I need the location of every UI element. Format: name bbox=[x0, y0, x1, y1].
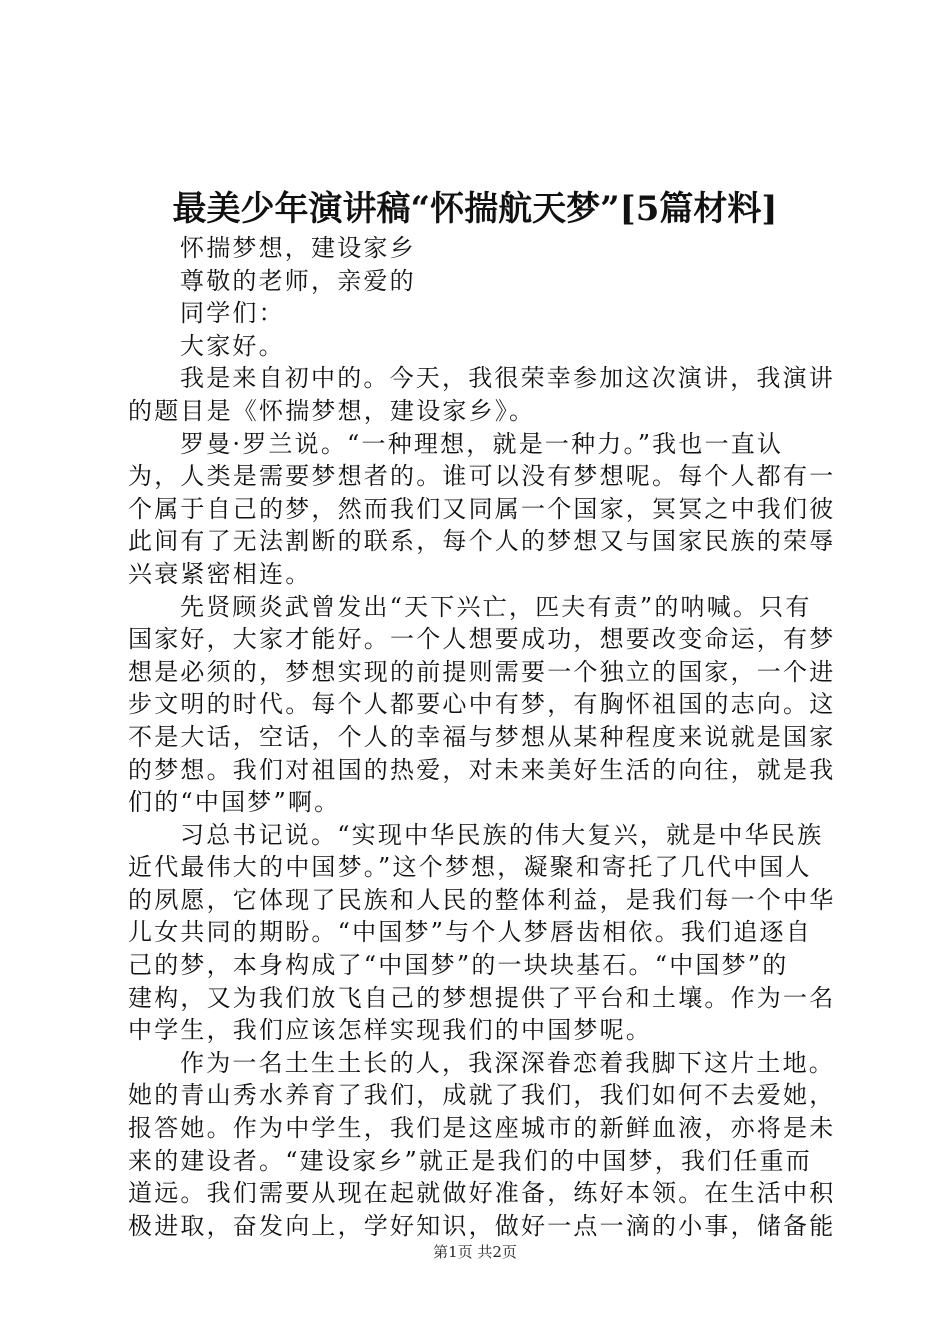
text-line: 极进取，奋发向上，学好知识，做好一点一滴的小事，储备能 bbox=[128, 1211, 836, 1240]
text-line: 们的“中国梦”啊。 bbox=[128, 788, 341, 817]
text-line: 尊敬的老师，亲爱的 bbox=[180, 266, 416, 295]
page-footer: 第1页 共2页 bbox=[433, 1243, 517, 1261]
text-line: 个属于自己的梦，然而我们又同属一个国家，冥冥之中我们彼 bbox=[128, 494, 836, 523]
text-line: 中学生，我们应该怎样实现我们的中国梦呢。 bbox=[128, 1016, 652, 1045]
text-line: 大家好。 bbox=[180, 331, 285, 360]
text-line: 道远。我们需要从现在起就做好准备，练好本领。在生活中积 bbox=[128, 1179, 836, 1208]
text-line: 此间有了无法割断的联系，每个人的梦想又与国家民族的荣辱 bbox=[128, 527, 836, 556]
text-line: 不是大话，空话，个人的幸福与梦想从某种程度来说就是国家 bbox=[128, 722, 836, 751]
text-line: 罗曼·罗兰说。“一种理想，就是一种力。”我也一直认 bbox=[180, 429, 784, 458]
text-line: 为，人类是需要梦想者的。谁可以没有梦想呢。每个人都有一 bbox=[128, 462, 836, 491]
text-line: 怀揣梦想，建设家乡 bbox=[180, 234, 416, 262]
text-line: 她的青山秀水养育了我们，成就了我们，我们如何不去爱她， bbox=[128, 1081, 836, 1110]
text-line: 的题目是《怀揣梦想，建设家乡》。 bbox=[128, 396, 536, 425]
text-line: 步文明的时代。每个人都要心中有梦，有胸怀祖国的志向。这 bbox=[128, 690, 836, 719]
text-line: 同学们： bbox=[180, 299, 285, 328]
document-title: 最美少年演讲稿“怀揣航天梦”[5篇材料] bbox=[172, 189, 778, 229]
text-line: 来的建设者。“建设家乡”就正是我们的中国梦，我们任重而 bbox=[128, 1146, 812, 1175]
text-line: 近代最伟大的中国梦。”这个梦想，凝聚和寄托了几代中国人 bbox=[128, 853, 812, 882]
text-line: 我是来自初中的。今天，我很荣幸参加这次演讲，我演讲 bbox=[180, 364, 835, 393]
text-line: 建构，又为我们放飞自己的梦想提供了平台和土壤。作为一名 bbox=[128, 983, 836, 1012]
text-line: 报答她。作为中学生，我们是这座城市的新鲜血液，亦将是未 bbox=[128, 1114, 836, 1143]
document-body bbox=[128, 232, 836, 1242]
text-line: 国家好，大家才能好。一个人想要成功，想要改变命运，有梦 bbox=[128, 625, 836, 654]
text-line: 的梦想。我们对祖国的热爱，对未来美好生活的向往，就是我 bbox=[128, 755, 836, 784]
text-line: 作为一名土生土长的人，我深深眷恋着我脚下这片土地。 bbox=[180, 1048, 835, 1077]
text-line: 兴衰紧密相连。 bbox=[128, 559, 312, 588]
text-line: 己的梦，本身构成了“中国梦”的一块块基石。“中国梦”的 bbox=[128, 951, 789, 980]
text-line: 先贤顾炎武曾发出“天下兴亡，匹夫有责”的呐喊。只有 bbox=[180, 592, 812, 621]
text-line: 习总书记说。“实现中华民族的伟大复兴，就是中华民族 bbox=[180, 820, 824, 849]
text-line: 儿女共同的期盼。“中国梦”与个人梦唇齿相依。我们追逐自 bbox=[128, 918, 812, 947]
text-line: 想是必须的，梦想实现的前提则需要一个独立的国家，一个进 bbox=[128, 657, 836, 686]
text-line: 的夙愿，它体现了民族和人民的整体利益，是我们每一个中华 bbox=[128, 885, 836, 914]
